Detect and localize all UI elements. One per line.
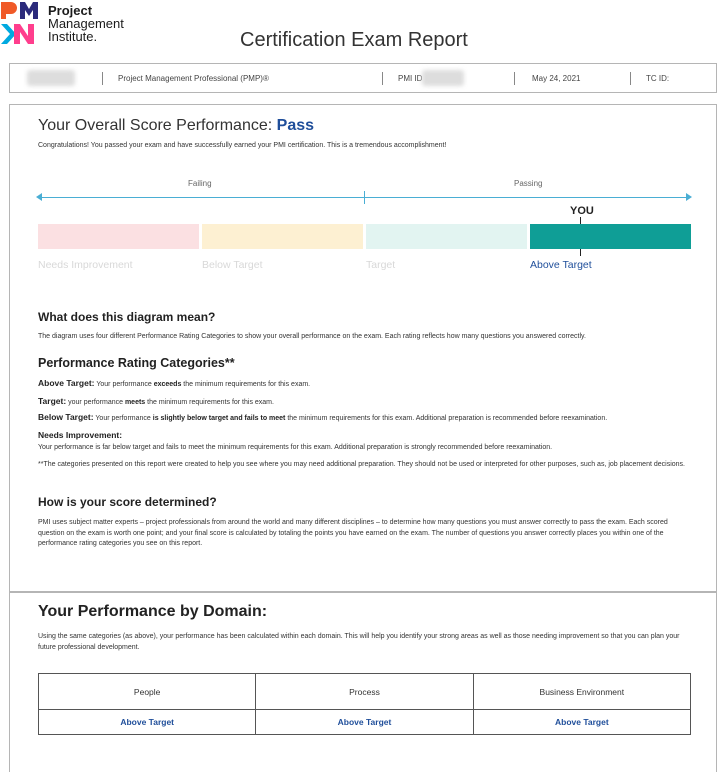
pmi-logo-mark-icon <box>0 0 44 46</box>
report-title: Certification Exam Report <box>240 29 468 51</box>
domain-header-business-environment: Business Environment <box>473 674 690 710</box>
domain-value-business-environment: Above Target <box>473 710 690 735</box>
arrow-left-icon <box>36 193 42 201</box>
pmi-id-label: PMI ID <box>398 74 423 83</box>
passing-label: Passing <box>514 179 543 188</box>
what-means-text: The diagram uses four different Performance Rating Categories to show your overall performance on the exam. Each rating reflects how many questions you answered correctly. <box>38 333 586 340</box>
domain-text: Using the same categories (as above), your performance has been calculated within each domain. This will help you identify your strong areas as well as those needing improvement so that you can plan your future professional development. <box>38 633 680 651</box>
overall-heading <box>38 117 314 135</box>
domain-table <box>38 673 691 735</box>
domain-value-people: Above Target <box>39 710 256 735</box>
rating-band <box>530 224 691 249</box>
you-marker-label: YOU <box>570 205 594 217</box>
pass-fail-divider <box>364 191 365 204</box>
arrow-right-icon <box>686 193 692 201</box>
categories-heading: Performance Rating Categories** <box>38 356 235 370</box>
category-term: Target: <box>38 396 67 406</box>
rating-band <box>366 224 527 249</box>
categories-footnote: **The categories presented on this report were created to help you see where you may need additional preparation. They should not be used or interpreted for other purposes, such as, job placement decisions. <box>38 461 685 468</box>
redacted-name <box>27 70 75 86</box>
category-term: Above Target: <box>38 378 95 388</box>
category-text: Your performance <box>95 415 151 422</box>
logo-line-3: Institute. <box>48 29 98 44</box>
rating-band-label: Needs Improvement <box>38 259 133 271</box>
category-text: Your performance is far below target and fails to meet the minimum requirements for this exam. Additional preparation is strongly recommended before reexamination. <box>38 443 553 451</box>
divider <box>630 72 631 85</box>
domain-performance-panel <box>9 592 717 772</box>
category-emphasis: is slightly below target and fails to meet <box>152 415 286 422</box>
congrats-message: Congratulations! You passed your exam and have successfully earned your PMI certification. This is a tremendous accomplishment! <box>38 142 447 149</box>
rating-band-label: Below Target <box>202 259 263 271</box>
domain-value-process: Above Target <box>256 710 473 735</box>
tc-id-label: TC ID: <box>646 74 670 83</box>
you-marker-tick <box>580 217 581 224</box>
category-term: Below Target: <box>38 412 94 422</box>
category-target <box>38 396 688 409</box>
rating-band <box>202 224 363 249</box>
domain-table-value-row <box>39 710 691 735</box>
exam-name: Project Management Professional (PMP)® <box>118 74 269 83</box>
logo-line-1: Project <box>48 3 93 18</box>
candidate-info-bar <box>9 63 717 93</box>
category-text: the minimum requirements for this exam. <box>183 381 311 388</box>
pmi-logo <box>0 0 140 46</box>
rating-band-label: Target <box>366 259 396 271</box>
overall-score-panel <box>9 104 717 592</box>
overall-result: Pass <box>276 117 315 134</box>
exam-date: May 24, 2021 <box>532 74 581 83</box>
category-below-target <box>38 412 688 425</box>
domain-table-header-row <box>39 674 691 710</box>
score-determined-heading: How is your score determined? <box>38 495 217 509</box>
domain-header-process: Process <box>256 674 473 710</box>
logo-line-2: Management <box>48 16 124 31</box>
overall-heading-label: Your Overall Score Performance: <box>38 117 273 134</box>
divider <box>102 72 103 85</box>
logo-text <box>48 4 124 43</box>
category-term: Needs Improvement: <box>38 430 123 440</box>
what-means-heading: What does this diagram mean? <box>38 310 216 324</box>
category-text: your performance <box>68 399 123 406</box>
category-text: Your performance <box>96 381 152 388</box>
rating-band-label: Above Target <box>530 259 592 271</box>
score-determined-text: PMI uses subject matter experts – project professionals from around the world and many different disciplines – to determine how many questions you must answer correctly to pass the exam. Each scored question on the exam is worth one point; and your final score is calculated by totaling the points you have earned on the exam. The number of questions you answer correctly places you within one of the performance rating categories you see on this report. <box>38 519 668 547</box>
category-emphasis: exceeds <box>153 381 182 388</box>
you-marker-tick <box>580 249 581 256</box>
domain-header-people: People <box>39 674 256 710</box>
divider <box>514 72 515 85</box>
category-text: the minimum requirements for this exam. Additional preparation is recommended before reexamination. <box>287 415 608 422</box>
divider <box>382 72 383 85</box>
failing-label: Failing <box>188 179 212 188</box>
redacted-pmi-id <box>422 70 464 86</box>
domain-heading: Your Performance by Domain: <box>38 603 268 620</box>
rating-band <box>38 224 199 249</box>
category-above-target <box>38 378 688 391</box>
category-text: the minimum requirements for this exam. <box>147 399 274 406</box>
category-emphasis: meets <box>124 399 146 406</box>
category-needs-improvement <box>38 430 688 453</box>
